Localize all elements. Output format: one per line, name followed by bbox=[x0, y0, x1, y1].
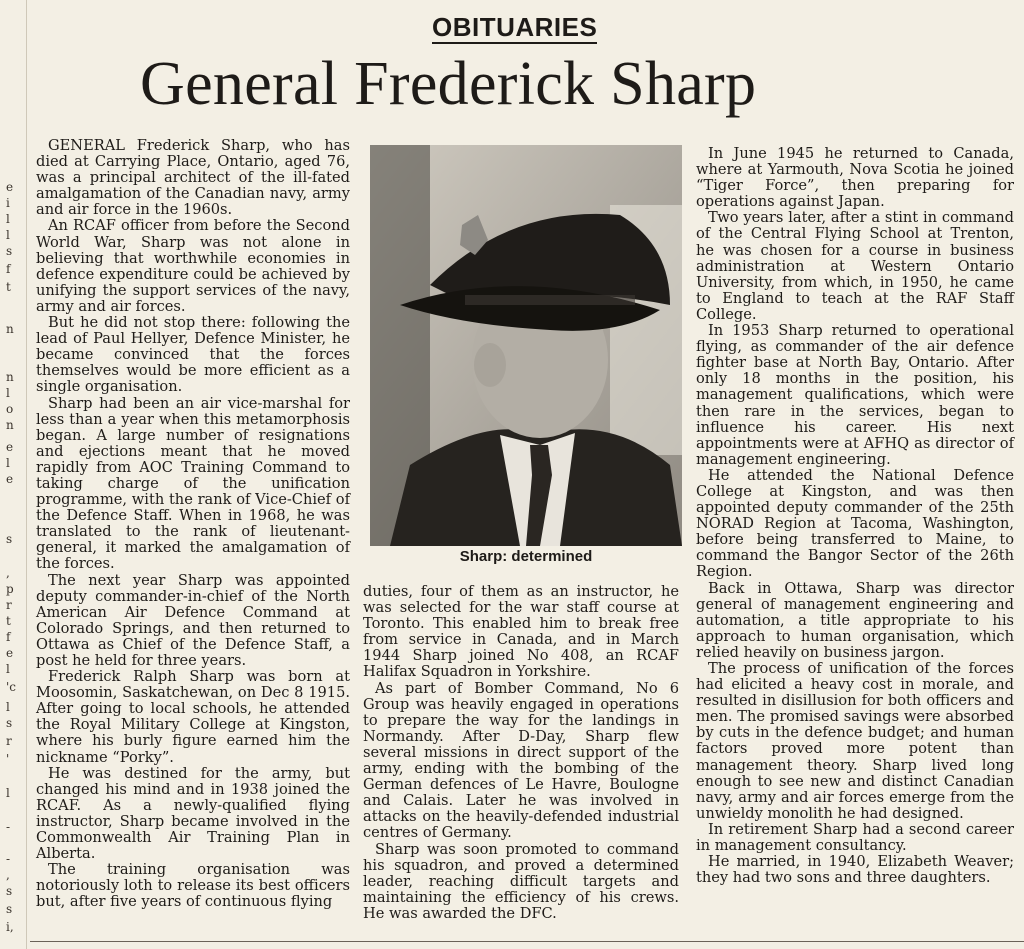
gutter-char: l bbox=[6, 786, 10, 800]
article-column-1 bbox=[36, 138, 350, 911]
article-column-3 bbox=[696, 146, 1014, 886]
paragraph: The process of unification of the forces had elicited a heavy cost in morale, and resulted in disillusion for both officers and men. The promised savings were absorbed by cuts in the defence budget; and human factors proved more potent than management theory. Sharp lived long enough to see new and distinct Canadian navy, army and air forces emerge from the unwieldy monolith he had designed. bbox=[696, 660, 1014, 822]
gutter-char: e bbox=[6, 646, 14, 660]
gutter-char: - bbox=[6, 820, 11, 834]
gutter-char: i bbox=[6, 196, 10, 210]
portrait-photo bbox=[370, 145, 682, 546]
gutter-char: r bbox=[6, 598, 12, 612]
gutter-char: e bbox=[6, 440, 14, 454]
gutter-char: f bbox=[6, 630, 11, 644]
gutter-char: r bbox=[6, 734, 12, 748]
paragraph: In June 1945 he returned to Canada, where at Yarmouth, Nova Scotia he joined “Tiger Force”, then preparing for operations against Japan. bbox=[696, 145, 1014, 211]
gutter-char: n bbox=[6, 418, 14, 432]
gutter-char: t bbox=[6, 614, 11, 628]
gutter-char: p bbox=[6, 582, 14, 596]
gutter-char: i, bbox=[6, 920, 14, 934]
gutter-char: l bbox=[6, 662, 10, 676]
bottom-rule bbox=[30, 941, 1024, 942]
paragraph: He attended the National Defence College at Kingston, and was then appointed deputy commander of the 25th NORAD Region at Tacoma, Washington, before being transferred to Maine, to command the Bangor Sector of the 26th Region. bbox=[696, 466, 1014, 581]
gutter-char: ' bbox=[6, 752, 10, 766]
gutter-char: s bbox=[6, 244, 13, 258]
gutter-char: e bbox=[6, 180, 14, 194]
gutter-char: , bbox=[6, 868, 10, 882]
paragraph: The next year Sharp was appointed deputy commander-in-chief of the North American Air Defence Command at Colorado Springs, and then returned to Ottawa as Chief of the Defence Staff, a post he held for three years. bbox=[36, 571, 350, 669]
gutter-char: l bbox=[6, 456, 10, 470]
paragraph: Two years later, after a stint in command of the Central Flying School at Trenton, he was chosen for a course in business administration at Western Ontario University, from which, in 1950, he came to England to teach at the RAF Staff College. bbox=[696, 209, 1014, 323]
gutter-char: l bbox=[6, 228, 10, 242]
paragraph: But he did not stop there: following the lead of Paul Hellyer, Defence Minister, he became convinced that the forces themselves would be more efficient as a single organisation. bbox=[36, 314, 350, 396]
gutter-char: s bbox=[6, 884, 13, 898]
gutter-char: t bbox=[6, 280, 11, 294]
gutter-char: n bbox=[6, 322, 14, 336]
gutter-char: 'c bbox=[6, 680, 17, 694]
paragraph: duties, four of them as an instructor, he was selected for the war staff course at Toronto. This enabled him to break free from service in Canada, and in March 1944 Sharp joined No 408, an RCAF Halifax Squadron in Yorkshire. bbox=[363, 583, 679, 681]
gutter-char: o bbox=[6, 402, 14, 416]
paragraph: Sharp was soon promoted to command his squadron, and proved a determined leader, reaching difficult targets and maintaining the efficiency of his crews. He was awarded the DFC. bbox=[363, 840, 679, 922]
gutter-char: s bbox=[6, 902, 13, 916]
paragraph: GENERAL Frederick Sharp, who has died at Carrying Place, Ontario, aged 76, was a principal architect of the ill-fated amalgamation of the Canadian navy, army and air force in the 1960s. bbox=[36, 137, 350, 219]
gutter-char: e bbox=[6, 472, 14, 486]
paragraph: As part of Bomber Command, No 6 Group was heavily engaged in operations to prepare the way for the landings in Normandy. After D-Day, Sharp flew several missions in direct support of the army, ending with the bombing of the German defences of Le Havre, Boulogne and Calais. Later he was involved in attacks on the heavily-defended industrial centres of Germany. bbox=[363, 679, 679, 842]
gutter-char: , bbox=[6, 566, 10, 580]
portrait-photo-illustration bbox=[370, 145, 682, 546]
paragraph: He married, in 1940, Elizabeth Weaver; they had two sons and three daughters. bbox=[696, 853, 1014, 887]
gutter-char: s bbox=[6, 716, 13, 730]
gutter-char: f bbox=[6, 262, 11, 276]
gutter-char: l bbox=[6, 386, 10, 400]
paragraph: He was destined for the army, but changed his mind and in 1938 joined the RCAF. As a newly-qualified flying instructor, Sharp became involved in the Commonwealth Air Training Plan in Alberta. bbox=[36, 764, 350, 863]
paragraph: Frederick Ralph Sharp was born at Moosomin, Saskatchewan, on Dec 8 1915. After going to local schools, he attended the Royal Military College at Kingston, where his burly figure earned him the nickname “Porky”. bbox=[36, 668, 350, 766]
paragraph: Back in Ottawa, Sharp was director general of management engineering and automation, a title appropriate to his approach to human organisation, which relied heavily on business jargon. bbox=[696, 579, 1014, 661]
paragraph: Sharp had been an air vice-marshal for less than a year when this metamorphosis began. A large number of resignations and ejections meant that he moved rapidly from AOC Training Command to taking charge of the unification programme, with the rank of Vice-Chief of the Defence Staff. When in 1968, he was translated to the rank of lieutenant-general, it marked the amalgamation of the forces. bbox=[36, 394, 350, 573]
paragraph: In 1953 Sharp returned to operational flying, as commander of the air defence fighter base at North Bay, Ontario. After only 18 months in the position, his management qualifications, which were then rare in the services, began to influence his career. His next appointments were at AFHQ as director of management engineering. bbox=[696, 322, 1014, 468]
photo-caption: Sharp: determined bbox=[459, 548, 593, 565]
headline: General Frederick Sharp bbox=[140, 50, 757, 118]
gutter-char: n bbox=[6, 370, 14, 384]
gutter-char: l bbox=[6, 700, 10, 714]
gutter-char: s bbox=[6, 532, 13, 546]
gutter-char: l bbox=[6, 212, 10, 226]
gutter-char: - bbox=[6, 852, 11, 866]
paragraph: In retirement Sharp had a second career in management consultancy. bbox=[696, 820, 1014, 855]
article-column-2 bbox=[363, 584, 679, 922]
paragraph: The training organisation was notoriously loth to release its best officers but, after five years of continuous flying bbox=[36, 861, 350, 911]
adjacent-column-edge bbox=[0, 0, 27, 949]
section-header: OBITUARIES bbox=[432, 12, 598, 42]
paragraph: An RCAF officer from before the Second World War, Sharp was not alone in believing that worthwhile economies in defence expenditure could be achieved by unifying the support services of the navy, army and air forces. bbox=[36, 217, 350, 315]
